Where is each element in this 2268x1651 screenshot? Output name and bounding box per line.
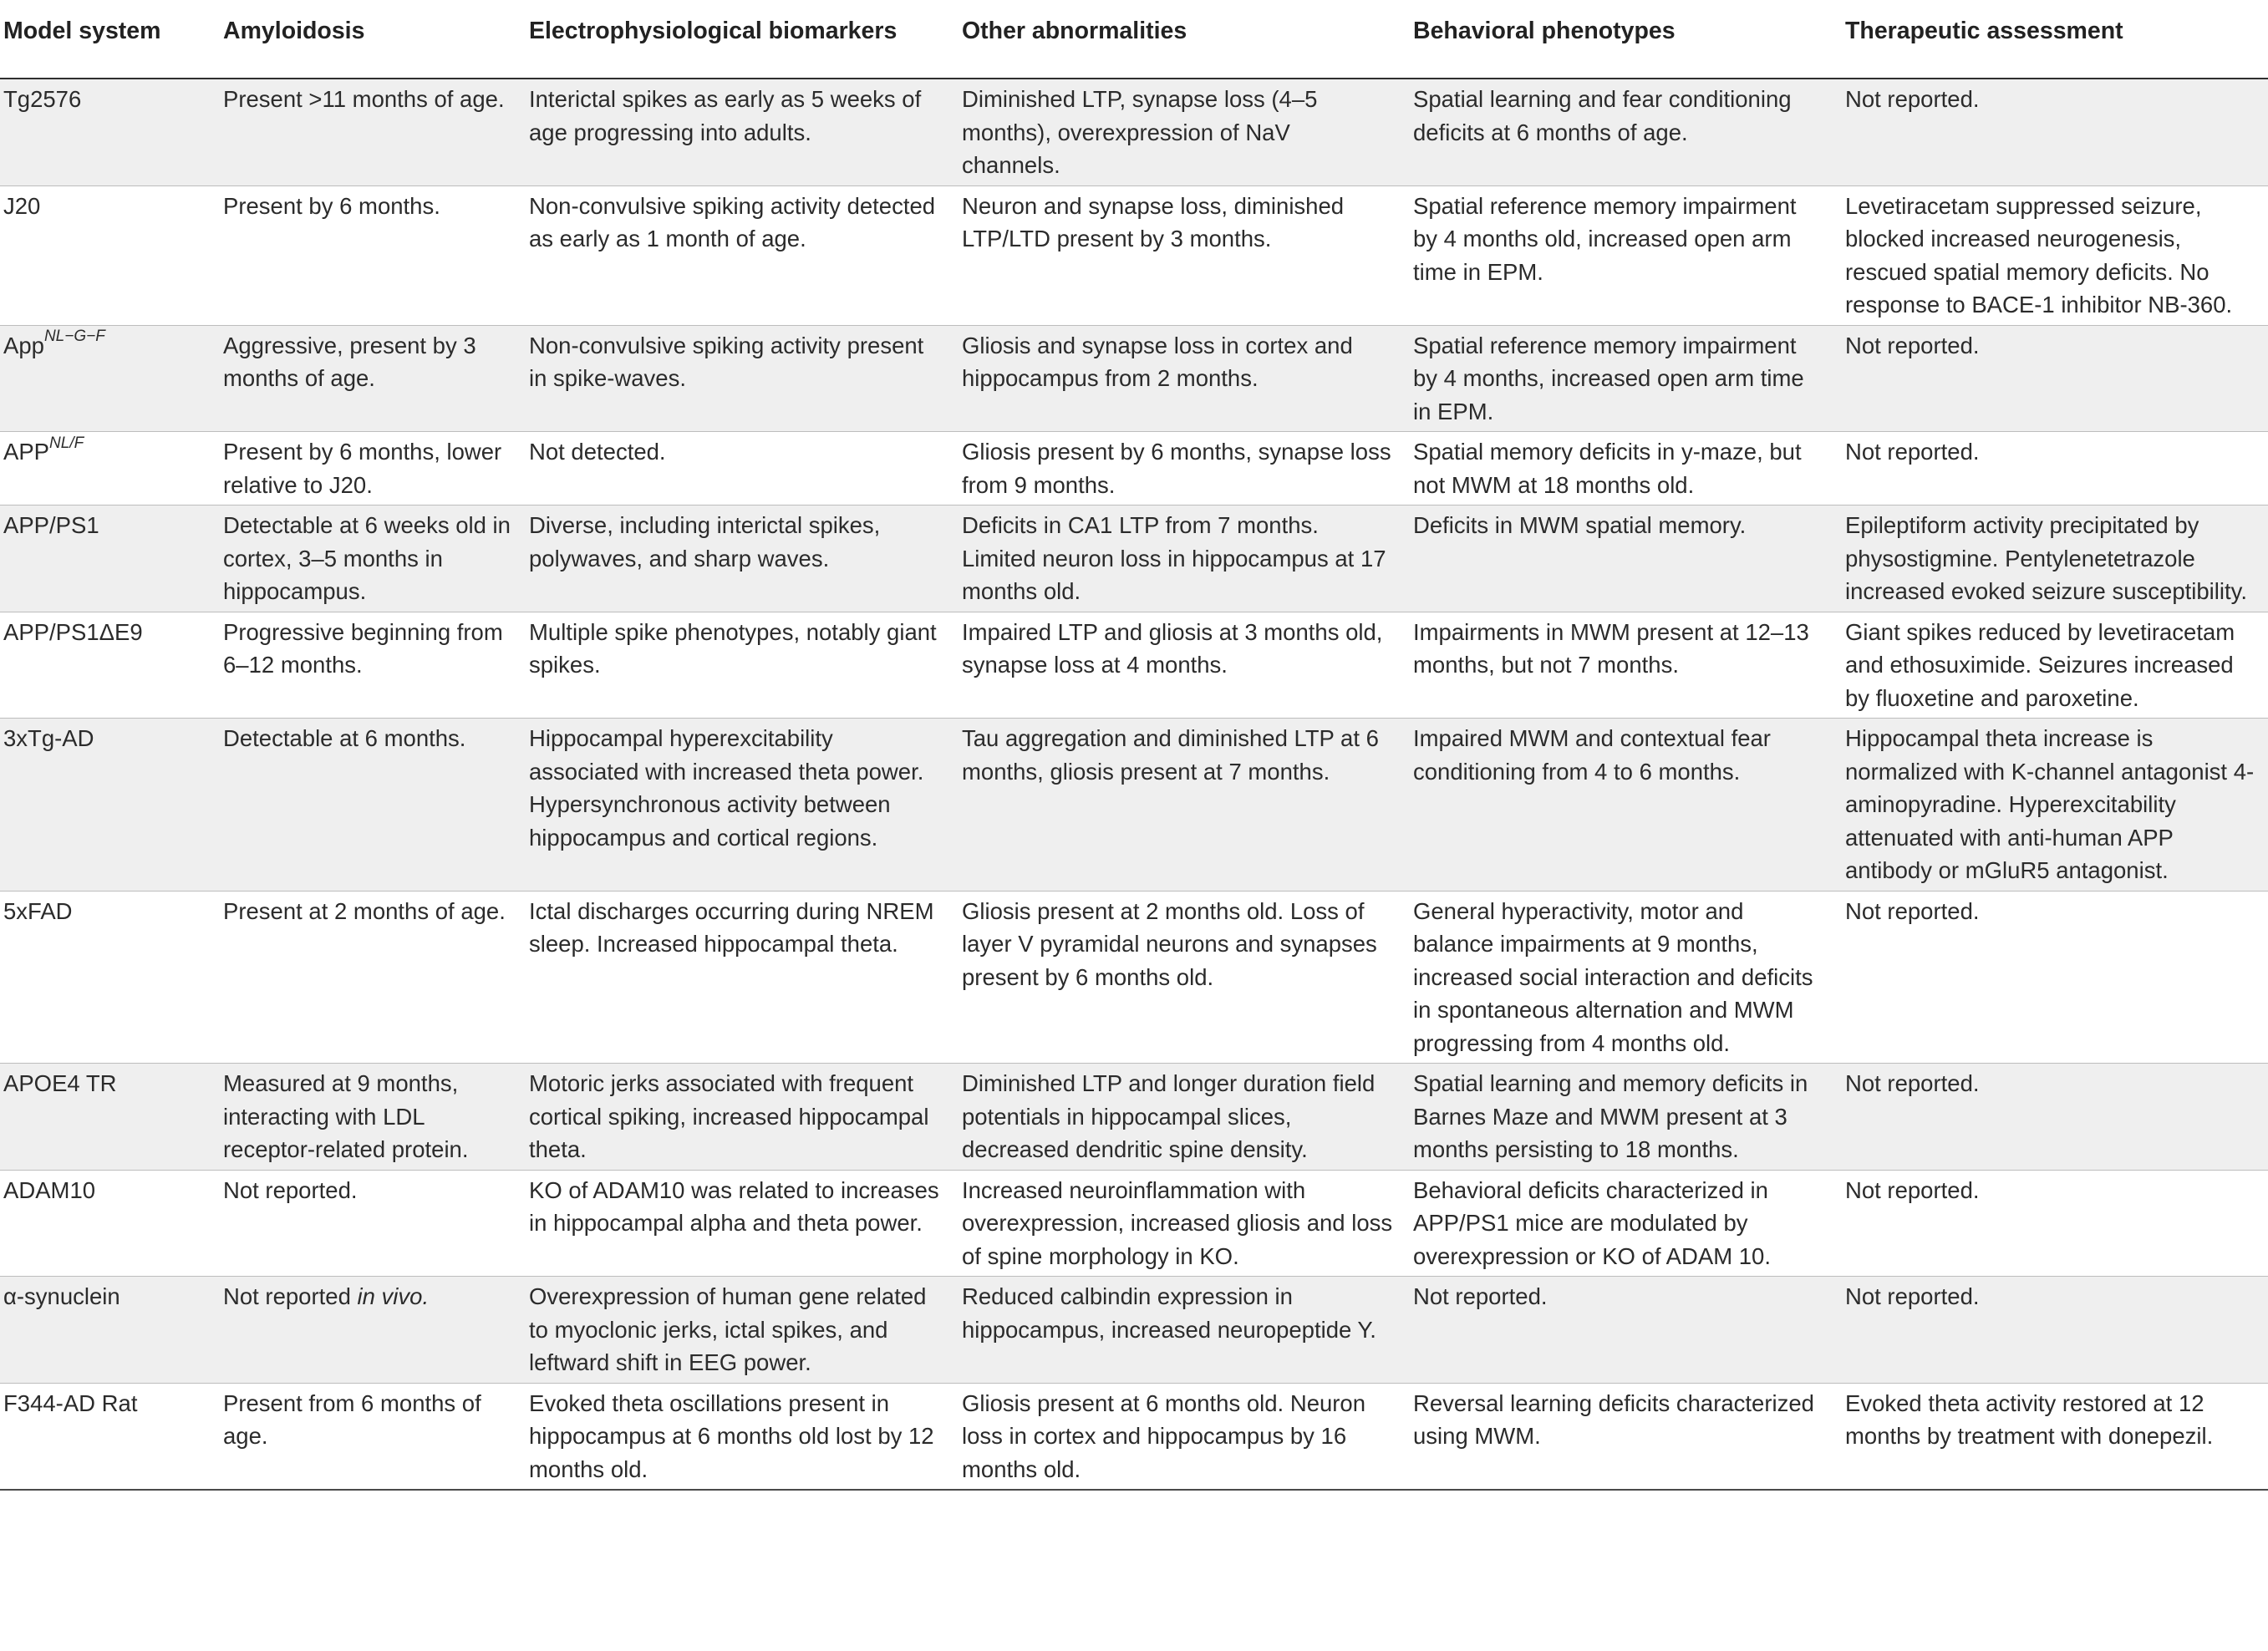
header-amyloidosis: Amyloidosis (211, 0, 517, 79)
table-row (0, 1383, 2268, 1490)
cell-other: Diminished LTP, synapse loss (4–5 months), overexpression of NaV channels. (950, 79, 1401, 185)
cell-therapy: Hippocampal theta increase is normalized with K-channel antagonist 4-aminopyradine. Hyperexcitability attenuated with anti-human APP antibody or mGluR5 antagonist. (1833, 719, 2268, 892)
cell-amyloidosis: Progressive beginning from 6–12 months. (211, 612, 517, 719)
cell-electro: Not detected. (517, 432, 950, 505)
cell-amyloidosis: Not reported in vivo. (211, 1277, 517, 1384)
header-other-abnormalities: Other abnormalities (950, 0, 1401, 79)
cell-therapy: Not reported. (1833, 1277, 2268, 1384)
cell-model: APP/PS1 (0, 505, 211, 612)
cell-other: Neuron and synapse loss, diminished LTP/LTD present by 3 months. (950, 185, 1401, 325)
cell-behavior: Spatial reference memory impairment by 4 months, increased open arm time in EPM. (1401, 325, 1833, 432)
cell-model: 5xFAD (0, 891, 211, 1064)
cell-behavior: Spatial learning and memory deficits in Barnes Maze and MWM present at 3 months persisting to 18 months. (1401, 1064, 1833, 1171)
cell-model: $APP^{NL/F}$ (0, 432, 211, 505)
cell-model: APOE4 TR (0, 1064, 211, 1171)
cell-amyloidosis: Detectable at 6 weeks old in cortex, 3–5 months in hippocampus. (211, 505, 517, 612)
cell-behavior: Spatial memory deficits in y-maze, but not MWM at 18 months old. (1401, 432, 1833, 505)
cell-model: J20 (0, 185, 211, 325)
cell-therapy: Evoked theta activity restored at 12 months by treatment with donepezil. (1833, 1383, 2268, 1490)
cell-other: Impaired LTP and gliosis at 3 months old, synapse loss at 4 months. (950, 612, 1401, 719)
cell-other: Gliosis present at 6 months old. Neuron loss in cortex and hippocampus by 16 months old. (950, 1383, 1401, 1490)
cell-behavior: Deficits in MWM spatial memory. (1401, 505, 1833, 612)
cell-therapy: Levetiracetam suppressed seizure, blocked increased neurogenesis, rescued spatial memory deficits. No response to BACE-1 inhibitor NB-360. (1833, 185, 2268, 325)
cell-model: F344-AD Rat (0, 1383, 211, 1490)
cell-electro: Multiple spike phenotypes, notably giant spikes. (517, 612, 950, 719)
model-superscript: NL/F (49, 434, 84, 452)
table-row (0, 505, 2268, 612)
table-row (0, 79, 2268, 185)
cell-amyloidosis: Present >11 months of age. (211, 79, 517, 185)
cell-other: Increased neuroinflammation with overexpression, increased gliosis and loss of spine morphology in KO. (950, 1170, 1401, 1277)
cell-other: Gliosis present by 6 months, synapse loss from 9 months. (950, 432, 1401, 505)
cell-behavior: Spatial reference memory impairment by 4 months old, increased open arm time in EPM. (1401, 185, 1833, 325)
cell-electro: Diverse, including interictal spikes, polywaves, and sharp waves. (517, 505, 950, 612)
cell-electro: Overexpression of human gene related to myoclonic jerks, ictal spikes, and leftward shift in EEG power. (517, 1277, 950, 1384)
cell-other: Reduced calbindin expression in hippocampus, increased neuropeptide Y. (950, 1277, 1401, 1384)
cell-electro: KO of ADAM10 was related to increases in hippocampal alpha and theta power. (517, 1170, 950, 1277)
cell-other: Diminished LTP and longer duration field potentials in hippocampal slices, decreased dendritic spine density. (950, 1064, 1401, 1171)
table-row (0, 719, 2268, 892)
cell-behavior: Behavioral deficits characterized in APP/PS1 mice are modulated by overexpression or KO of ADAM 10. (1401, 1170, 1833, 1277)
cell-model: ADAM10 (0, 1170, 211, 1277)
cell-amyloidosis: Present by 6 months, lower relative to J20. (211, 432, 517, 505)
header-behavioral-phenotypes: Behavioral phenotypes (1401, 0, 1833, 79)
table-row (0, 612, 2268, 719)
table-row (0, 432, 2268, 505)
cell-electro: Evoked theta oscillations present in hippocampus at 6 months old lost by 12 months old. (517, 1383, 950, 1490)
cell-electro: Non-convulsive spiking activity detected as early as 1 month of age. (517, 185, 950, 325)
cell-other: Gliosis and synapse loss in cortex and hippocampus from 2 months. (950, 325, 1401, 432)
cell-therapy: Not reported. (1833, 1170, 2268, 1277)
cell-therapy: Epileptiform activity precipitated by physostigmine. Pentylenetetrazole increased evoked seizure susceptibility. (1833, 505, 2268, 612)
cell-therapy: Not reported. (1833, 1064, 2268, 1171)
cell-model: α-synuclein (0, 1277, 211, 1384)
table-row (0, 185, 2268, 325)
cell-amyloidosis: Aggressive, present by 3 months of age. (211, 325, 517, 432)
table-row (0, 891, 2268, 1064)
cell-model: App$^{NL-G-F}$ (0, 325, 211, 432)
cell-amyloidosis: Present from 6 months of age. (211, 1383, 517, 1490)
header-model-system: Model system (0, 0, 211, 79)
table-row (0, 1277, 2268, 1384)
cell-amyloidosis: Present by 6 months. (211, 185, 517, 325)
cell-therapy: Not reported. (1833, 891, 2268, 1064)
cell-electro: Non-convulsive spiking activity present in spike-waves. (517, 325, 950, 432)
cell-other: Deficits in CA1 LTP from 7 months. Limited neuron loss in hippocampus at 17 months old. (950, 505, 1401, 612)
cell-behavior: Impaired MWM and contextual fear conditioning from 4 to 6 months. (1401, 719, 1833, 892)
cell-amyloidosis: Detectable at 6 months. (211, 719, 517, 892)
header-electrophysiological-biomarkers: Electrophysiological biomarkers (517, 0, 950, 79)
cell-therapy: Not reported. (1833, 79, 2268, 185)
italic-in-vivo: in vivo. (357, 1283, 430, 1309)
cell-electro: Ictal discharges occurring during NREM sleep. Increased hippocampal theta. (517, 891, 950, 1064)
cell-other: Gliosis present at 2 months old. Loss of layer V pyramidal neurons and synapses present by 6 months old. (950, 891, 1401, 1064)
cell-behavior: General hyperactivity, motor and balance impairments at 9 months, increased social interaction and deficits in spontaneous alternation and MWM progressing from 4 months old. (1401, 891, 1833, 1064)
header-row (0, 0, 2268, 79)
table-row (0, 1064, 2268, 1171)
cell-other: Tau aggregation and diminished LTP at 6 months, gliosis present at 7 months. (950, 719, 1401, 892)
table-row (0, 325, 2268, 432)
cell-behavior: Not reported. (1401, 1277, 1833, 1384)
cell-amyloidosis: Present at 2 months of age. (211, 891, 517, 1064)
cell-electro: Hippocampal hyperexcitability associated with increased theta power. Hypersynchronous activity between hippocampus and cortical regions. (517, 719, 950, 892)
cell-amyloidosis: Measured at 9 months, interacting with LDL receptor-related protein. (211, 1064, 517, 1171)
cell-model: 3xTg-AD (0, 719, 211, 892)
table-row (0, 1170, 2268, 1277)
cell-therapy: Giant spikes reduced by levetiracetam and ethosuximide. Seizures increased by fluoxetine and paroxetine. (1833, 612, 2268, 719)
cell-behavior: Spatial learning and fear conditioning deficits at 6 months of age. (1401, 79, 1833, 185)
cell-model: APP/PS1ΔE9 (0, 612, 211, 719)
cell-electro: Interictal spikes as early as 5 weeks of age progressing into adults. (517, 79, 950, 185)
model-superscript: NL−G−F (43, 328, 105, 346)
cell-behavior: Impairments in MWM present at 12–13 months, but not 7 months. (1401, 612, 1833, 719)
cell-therapy: Not reported. (1833, 432, 2268, 505)
cell-behavior: Reversal learning deficits characterized using MWM. (1401, 1383, 1833, 1490)
header-therapeutic-assessment: Therapeutic assessment (1833, 0, 2268, 79)
cell-therapy: Not reported. (1833, 325, 2268, 432)
cell-electro: Motoric jerks associated with frequent cortical spiking, increased hippocampal theta. (517, 1064, 950, 1171)
cell-amyloidosis: Not reported. (211, 1170, 517, 1277)
cell-model: Tg2576 (0, 79, 211, 185)
